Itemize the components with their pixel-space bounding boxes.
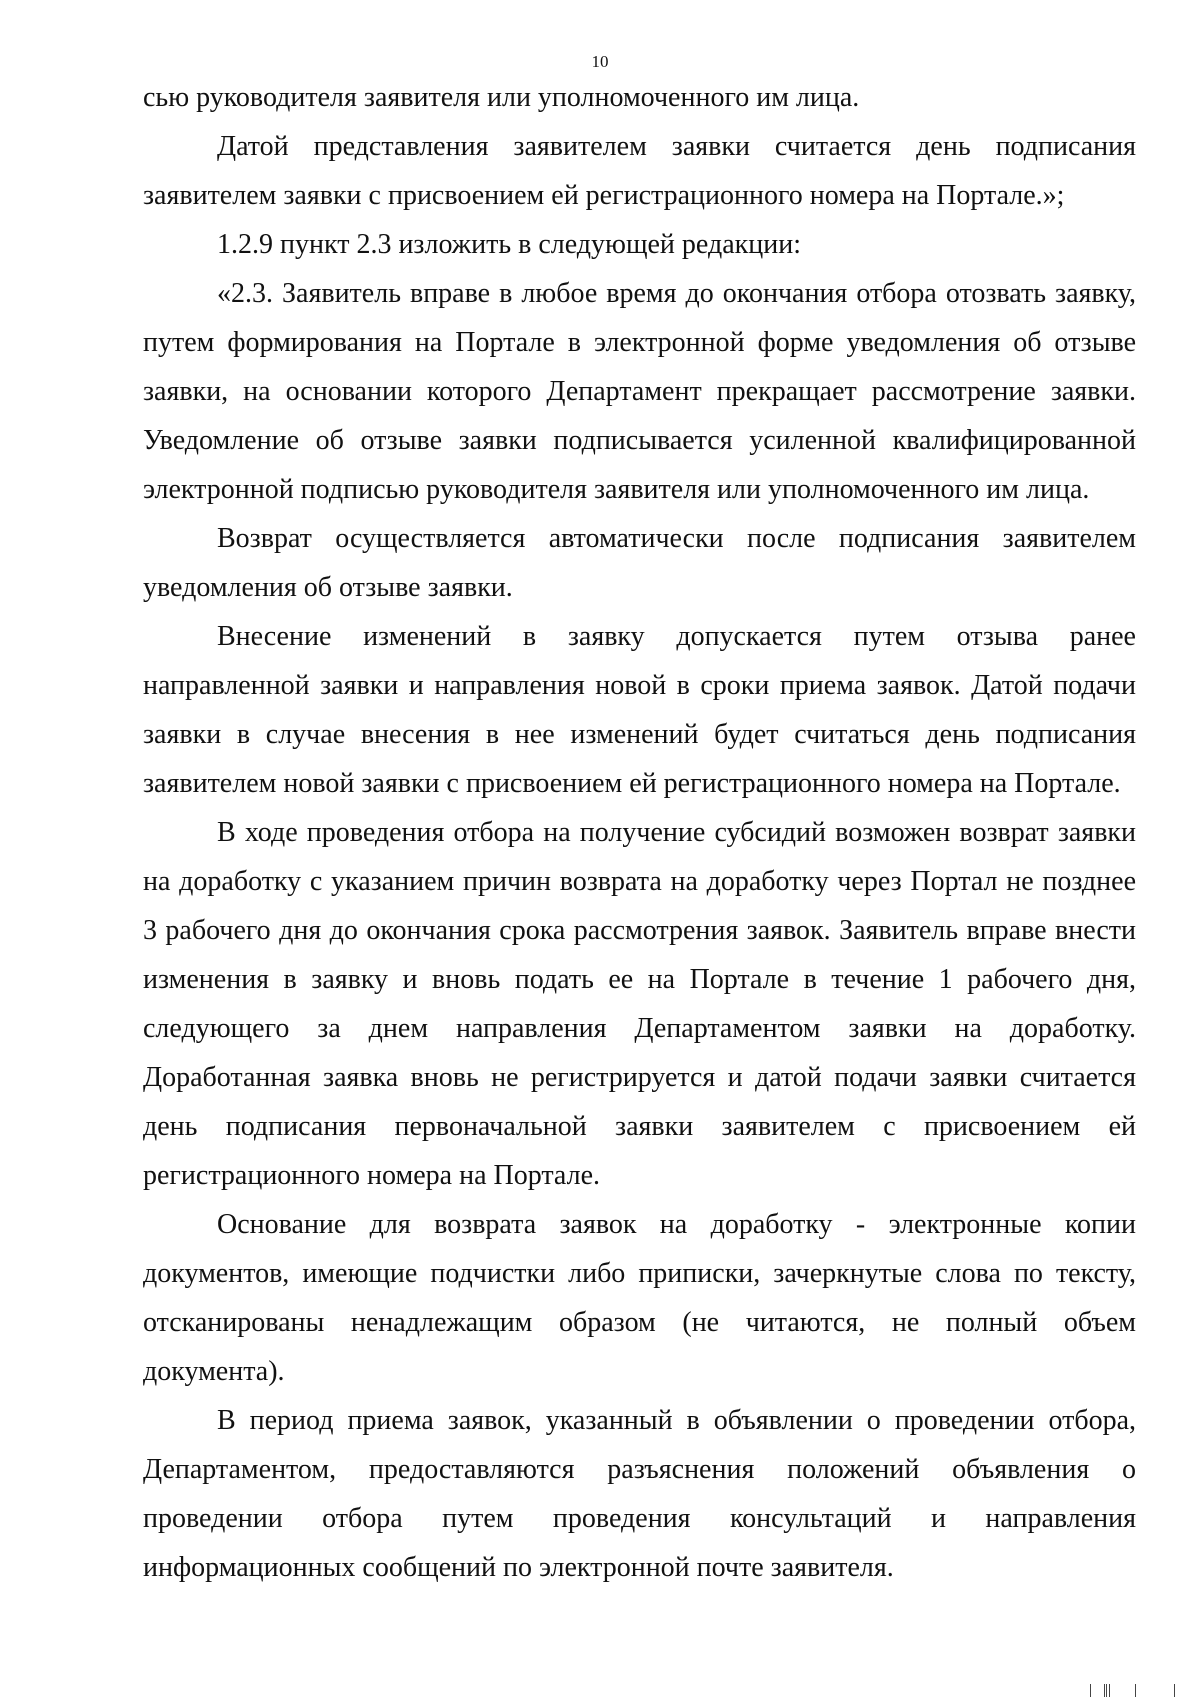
document-body — [143, 73, 1136, 1592]
paragraph: В ходе проведения отбора на получение субсидий возможен возврат заявки на доработку с указанием причин возврата на доработку через Портал не позднее 3 рабочего дня до окончания срока рассмотрения заявок. Заявитель вправе внести изменения в заявку и вновь подать ее на Портале в течение 1 рабочего дня, следующего за днем направления Департаментом заявки на доработку. Доработанная заявка вновь не регистрируется и датой подачи заявки считается день подписания первоначальной заявки заявителем с присвоением ей регистрационного номера на Портале. — [143, 817, 1136, 1191]
paragraph: «2.3. Заявитель вправе в любое время до окончания отбора отозвать заявку, путем формирования на Портале в электронной форме уведомления об отзыве заявки, на основании которого Департамент прекращает рассмотрение заявки. Уведомление об отзыве заявки подписывается усиленной квалифицированной электронной подписью руководителя заявителя или уполномоченного им лица. — [143, 278, 1136, 505]
paragraph: Датой представления заявителем заявки считается день подписания заявителем заявки с присвоением ей регистрационного номера на Портале.»; — [143, 131, 1136, 211]
paragraph-continuation: сью руководителя заявителя или уполномоченного им лица. — [143, 82, 860, 113]
paragraph: Внесение изменений в заявку допускается путем отзыва ранее направленной заявки и направления новой в сроки приема заявок. Датой подачи заявки в случае внесения в нее изменений будет считаться день подписания заявителем новой заявки с присвоением ей регистрационного номера на Портале. — [143, 621, 1136, 799]
scan-artifact — [1090, 1684, 1180, 1697]
paragraph: Возврат осуществляется автоматически после подписания заявителем уведомления об отзыве заявки. — [143, 523, 1136, 603]
paragraph: В период приема заявок, указанный в объявлении о проведении отбора, Департаментом, предоставляются разъяснения положений объявления о проведении отбора путем проведения консультаций и направления информационных сообщений по электронной почте заявителя. — [143, 1405, 1136, 1583]
paragraph: Основание для возврата заявок на доработку - электронные копии документов, имеющие подчистки либо приписки, зачеркнутые слова по тексту, отсканированы ненадлежащим образом (не читаются, не полный объем документа). — [143, 1209, 1136, 1387]
page-number: 10 — [591, 52, 609, 71]
paragraph: 1.2.9 пункт 2.3 изложить в следующей редакции: — [217, 229, 801, 260]
